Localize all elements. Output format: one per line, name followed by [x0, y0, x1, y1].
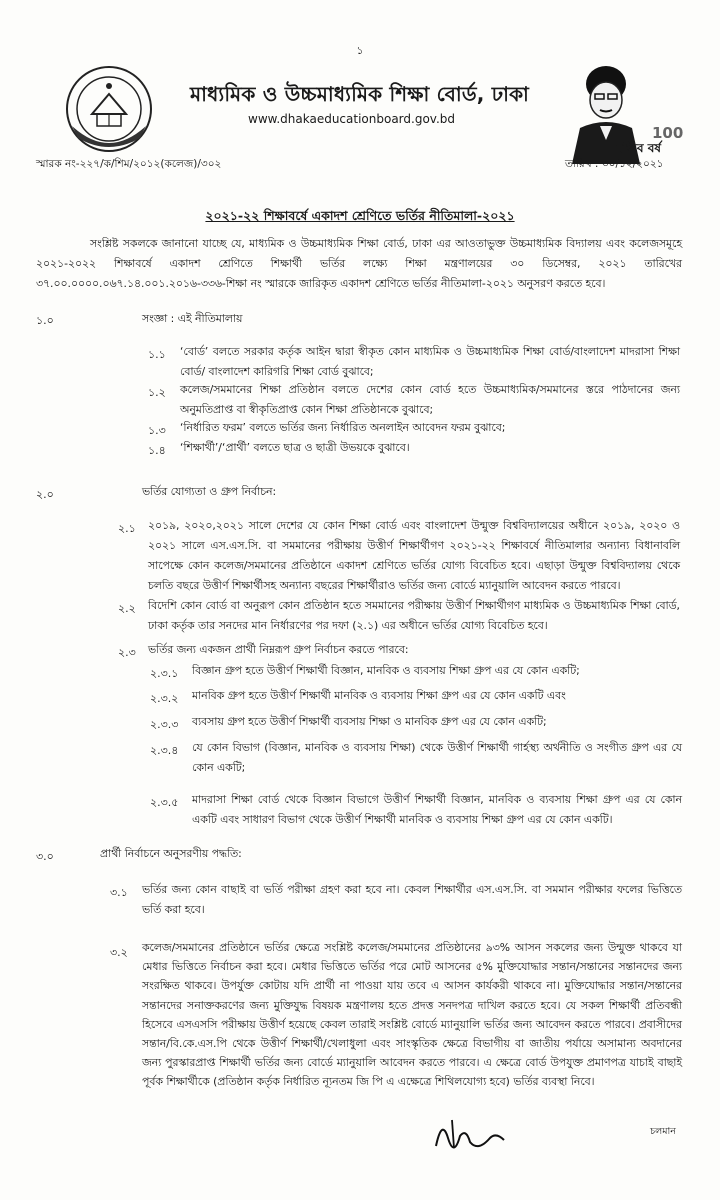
sub-item-number: ২.৩.৩: [150, 718, 179, 731]
memo-reference: স্মারক নং-২২৭/ক/শিম/২০১২(কলেজ)/৩০২: [36, 158, 222, 170]
section-heading: সংজ্ঞা : এই নীতিমালায়: [142, 312, 243, 325]
paragraph-number: ২.২: [118, 602, 136, 615]
paragraph-number: ৩.১: [110, 886, 128, 899]
paragraph-number: ৩.২: [110, 946, 128, 959]
section-heading: প্রার্থী নির্বাচনে অনুসরণীয় পদ্ধতি:: [100, 847, 242, 860]
paragraph-text: বিদেশি কোন বোর্ড বা অনুরূপ কোন প্রতিষ্ঠান হতে সমমানের পরীক্ষায় উত্তীর্ণ শিক্ষার্থীগণ মাধ্যমিক ও উচ্চমাধ্যমিক শিক্ষা বোর্ড, ঢাকা কর্তৃক তার সনদের মান নির্ধারণের পর দফা (২.১) এর অধীনে ভর্তির যোগ্য বিবেচিত হবে।: [148, 599, 680, 632]
page-number: ১: [356, 44, 364, 57]
paragraph-number: ২.৩: [118, 646, 136, 659]
paragraph-number: ২.১: [118, 522, 136, 535]
sub-item-number: ২.৩.১: [150, 667, 179, 680]
section-number: ৩.০: [36, 850, 54, 863]
sub-item-text: বিজ্ঞান গ্রুপ হতে উত্তীর্ণ শিক্ষার্থী বিজ্ঞান, মানবিক ও ব্যবসায় শিক্ষা গ্রুপ এর যে কোন একটি;: [192, 664, 580, 677]
item-number: ১.৩: [148, 424, 166, 437]
portrait-number: 100: [652, 124, 684, 142]
item-text: ‘শিক্ষার্থী’/‘প্রার্থী’ বলতে ছাত্র ও ছাত্রী উভয়কে বুঝাবে।: [180, 441, 410, 454]
sub-item-text: মাদরাসা শিক্ষা বোর্ড থেকে বিজ্ঞান বিভাগে উত্তীর্ণ শিক্ষার্থী বিজ্ঞান, মানবিক ও ব্যবসায় শিক্ষা গ্রুপ এর যে কোন একটি এবং সাধারণ বিভাগ থেকে উত্তীর্ণ শিক্ষার্থী মানবিক ও ব্যবসায় শিক্ষা গ্রুপ এর যে কোন একটি।: [192, 793, 682, 826]
item-number: ১.১: [148, 348, 166, 361]
board-name: মাধ্যমিক ও উচ্চমাধ্যমিক শিক্ষা বোর্ড, ঢাকা: [190, 82, 530, 106]
sub-item-number: ২.৩.৫: [150, 796, 179, 809]
item-number: ১.২: [148, 386, 166, 399]
section-heading: ভর্তির যোগ্যতা ও গ্রুপ নির্বাচন:: [142, 485, 277, 498]
intro-paragraph: সংশ্লিষ্ট সকলকে জানানো যাচ্ছে যে, মাধ্যমিক ও উচ্চমাধ্যমিক শিক্ষা বোর্ড, ঢাকা এর আওতাভুক্ত উচ্চমাধ্যমিক বিদ্যালয় এবং কলেজসমূহে ২০২১-২০২২ শিক্ষাবর্ষে একাদশ শ্রেণিতে শিক্ষার্থী ভর্তির লক্ষ্যে শিক্ষা মন্ত্রণালয়ের ৩০ ডিসেম্বর, ২০২১ তারিখের ৩৭.০০.০০০০.০৬৭.১৪.০০১.২০১৬-৩৩৬-শিক্ষা নং স্মারকে জারিকৃত একাদশ শ্রেণিতে ভর্তির নীতিমালা-২০২১ অনুসরণ করতে হবে।: [36, 237, 682, 290]
memo-date: তারিখ : ৩০/১২/২০২১: [565, 158, 664, 170]
item-text: কলেজ/সমমানের শিক্ষা প্রতিষ্ঠান বলতে দেশের কোন বোর্ড হতে উচ্চমাধ্যমিক/সমমানের স্তরে পাঠদানের জন্য অনুমতিপ্রাপ্ত বা স্বীকৃতিপ্রাপ্ত কোন শিক্ষা প্রতিষ্ঠানকে বুঝাবে;: [180, 383, 680, 416]
paragraph-text: ভর্তির জন্য কোন বাছাই বা ভর্তি পরীক্ষা গ্রহণ করা হবে না। কেবল শিক্ষার্থীর এস.এস.সি. বা সমমান পরীক্ষার ফলের ভিত্তিতে ভর্তি করা হবে।: [142, 883, 682, 916]
mujib-portrait-icon: [566, 54, 686, 166]
board-seal-icon: [64, 64, 154, 154]
sub-item-text: যে কোন বিভাগ (বিজ্ঞান, মানবিক ও ব্যবসায় শিক্ষা) থেকে উত্তীর্ণ শিক্ষার্থী গার্হস্থ্য অর্থনীতি ও সংগীত গ্রুপ এর যে কোন একটি;: [192, 741, 682, 774]
portrait-caption: মুজিব বর্ষ: [616, 141, 661, 155]
sub-item-text: ব্যবসায় গ্রুপ হতে উত্তীর্ণ শিক্ষার্থী ব্যবসায় শিক্ষা ও মানবিক গ্রুপ এর যে কোন একটি;: [192, 715, 547, 728]
continued-label: চলমান: [650, 1126, 676, 1137]
item-text: ‘বোর্ড’ বলতে সরকার কর্তৃক আইন দ্বারা স্বীকৃত কোন মাধ্যমিক ও উচ্চমাধ্যমিক শিক্ষা বোর্ড/বাংলাদেশ মাদরাসা শিক্ষা বোর্ড/ বাংলাদেশ কারিগরি শিক্ষা বোর্ড বুঝাবে;: [180, 345, 680, 378]
sub-item-number: ২.৩.২: [150, 692, 179, 705]
sub-item-text: মানবিক গ্রুপ হতে উত্তীর্ণ শিক্ষার্থী মানবিক ও ব্যবসায় শিক্ষা গ্রুপ এর যে কোন একটি এবং: [192, 689, 566, 702]
sub-item-number: ২.৩.৪: [150, 744, 179, 757]
item-number: ১.৪: [148, 444, 166, 457]
paragraph-text: কলেজ/সমমানের প্রতিষ্ঠানে ভর্তির ক্ষেত্রে সংশ্লিষ্ট কলেজ/সমমানের প্রতিষ্ঠানের ৯৩% আসন সকলের জন্য উন্মুক্ত থাকবে যা মেধার ভিত্তিতে নির্বাচন করা হবে। মেধার ভিত্তিতে ভর্তির পরে মোট আসনের ৫% মুক্তিযোদ্ধার সন্তান/সন্তানের সন্তানদের জন্য সংরক্ষিত থাকবে। উপর্যুক্ত কোটায় যদি প্রার্থী না পাওয়া যায় তবে এ আসন কার্যকরী থাকবে না। মুক্তিযোদ্ধার সন্তান/সন্তানের সন্তানদের সনাক্তকরণের জন্য মুক্তিযুদ্ধ বিষয়ক মন্ত্রণালয় হতে প্রদত্ত সনদপত্র দাখিল করতে হবে। যে সকল শিক্ষার্থী প্রতিবন্ধী হিসেবে এসএসসি পরীক্ষায় উত্তীর্ণ হয়েছে কেবল তারাই সংশ্লিষ্ট বোর্ডে ম্যানুয়ালি ভর্তির জন্য আবেদন করতে পারবে। প্রবাসীদের সন্তান/বি.কে.এস.পি থেকে উত্তীর্ণ শিক্ষার্থী/খেলাধুলা এবং সাংস্কৃতিক ক্ষেত্রে বিভাগীয় বা জাতীয় পর্যায়ে অসামান্য অবদানের জন্য পুরস্কারপ্রাপ্ত শিক্ষার্থী ভর্তির জন্য বোর্ডে ম্যানুয়ালি আবেদন করতে পারবে। এ ক্ষেত্রে বোর্ড উপযুক্ত প্রমাণপত্র যাচাই বাছাই পূর্বক শিক্ষার্থীকে (প্রতিষ্ঠান কর্তৃক নির্ধারিত ন্যূনতম জি পি এ এক্ষেত্রে শিথিলযোগ্য হবে) ভর্তির ব্যবস্থা নিবে।: [142, 941, 682, 1089]
paragraph-text: ২০১৯, ২০২০,২০২১ সালে দেশের যে কোন শিক্ষা বোর্ড এবং বাংলাদেশ উন্মুক্ত বিশ্ববিদ্যালয়ের অধীনে ২০১৯, ২০২০ ও ২০২১ সালে এস.এস.সি. বা সমমানের পরীক্ষায় উত্তীর্ণ শিক্ষার্থীগণ ২০২১-২২ শিক্ষাবর্ষে নীতিমালার অন্যান্য বিধানাবলি সাপেক্ষে কোন কলেজ/সমমানের প্রতিষ্ঠানে একাদশ শ্রেণিতে ভর্তির যোগ্য বিবেচিত হবে। এছাড়া উন্মুক্ত বিশ্ববিদ্যালয় থেকে চলতি বছরে উত্তীর্ণ শিক্ষার্থীসহ অন্যান্য বছরের শিক্ষার্থীরাও ভর্তির জন্য বোর্ডে ম্যানুয়ালি আবেদন করতে পারবে।: [148, 519, 680, 592]
signature-icon: [430, 1108, 510, 1158]
section-number: ২.০: [36, 488, 54, 501]
website-link[interactable]: www.dhakaeducationboard.gov.bd: [248, 112, 456, 126]
item-text: ‘নির্ধারিত ফরম’ বলতে ভর্তির জন্য নির্ধারিত অনলাইন আবেদন ফরম বুঝাবে;: [180, 421, 506, 434]
document-title-text: ২০২১-২২ শিক্ষাবর্ষে একাদশ শ্রেণিতে ভর্তির নীতিমালা-২০২১: [205, 208, 515, 223]
section-number: ১.০: [36, 314, 54, 327]
paragraph-text: ভর্তির জন্য একজন প্রার্থী নিম্নরূপ গ্রুপ নির্বাচন করতে পারবে:: [148, 643, 409, 656]
document-title: [0, 208, 720, 228]
